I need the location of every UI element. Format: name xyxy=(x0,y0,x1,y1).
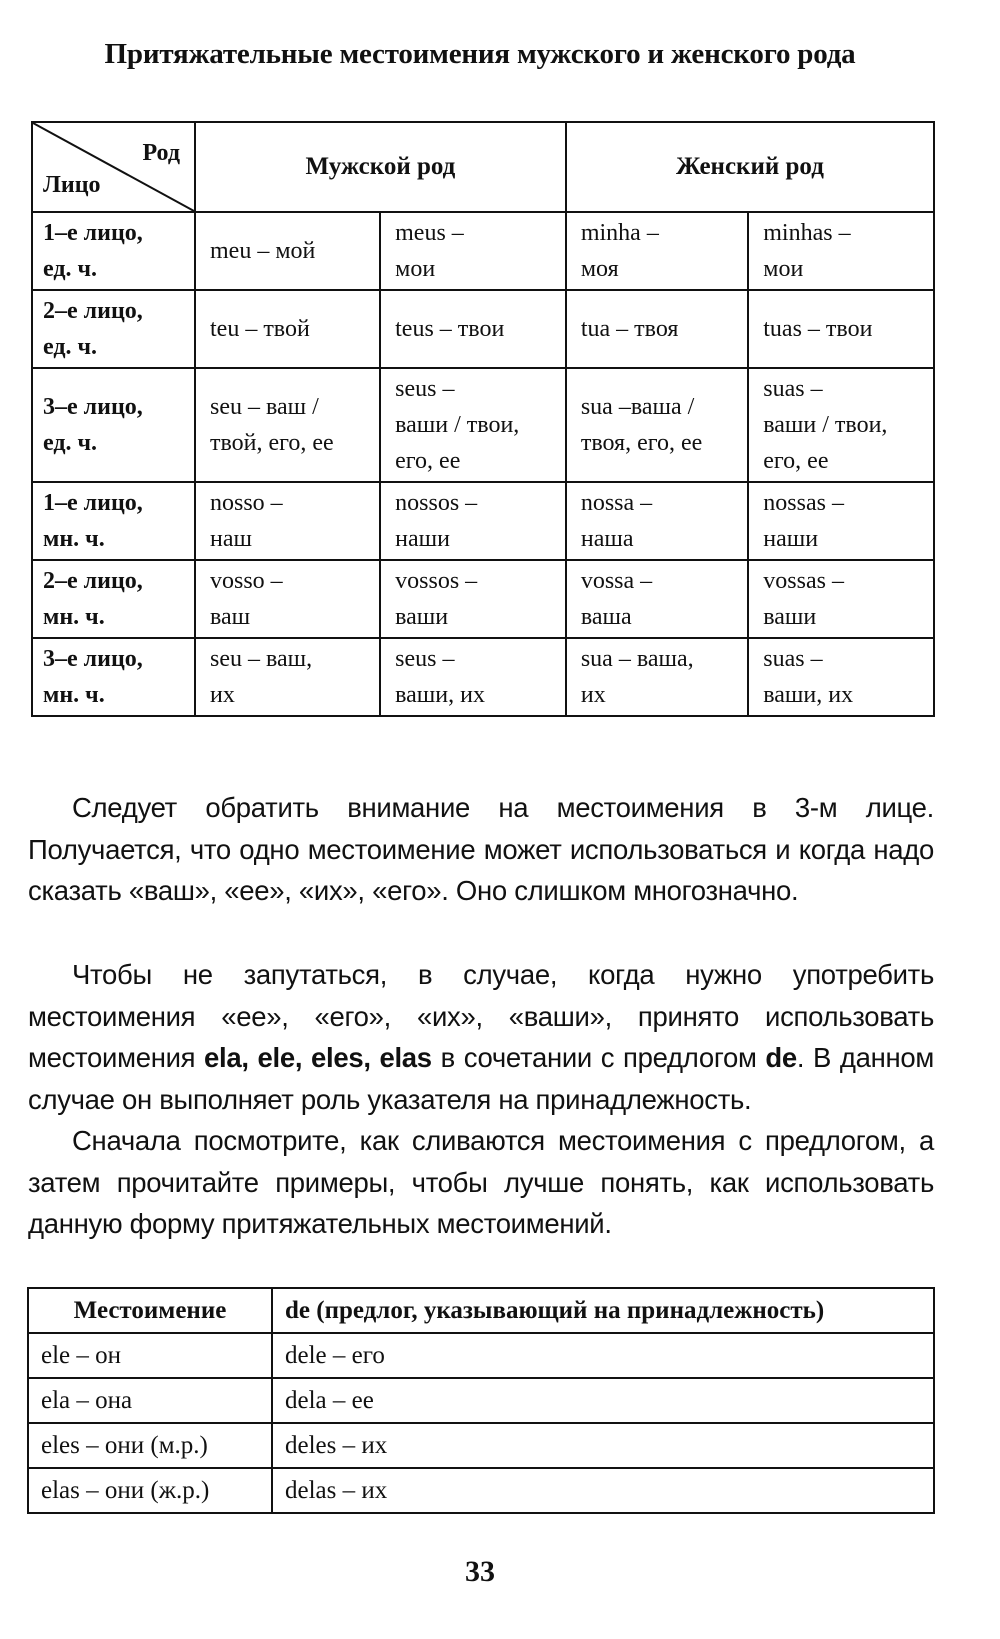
pronoun-line: наши xyxy=(763,526,819,552)
pronoun-cell xyxy=(566,212,748,290)
person-label-line: 3–е лицо, xyxy=(43,394,143,420)
person-label-line: мн. ч. xyxy=(43,604,105,630)
person-label-line: 1–е лицо, xyxy=(43,490,143,516)
pronoun-line: их xyxy=(580,682,606,708)
person-label-line: ед. ч. xyxy=(43,256,98,282)
pronoun-cell xyxy=(748,482,934,560)
table2-row xyxy=(28,1423,934,1468)
pronoun-line: meus – xyxy=(395,220,464,246)
pronoun-cell xyxy=(195,482,380,560)
pronoun-line: моя xyxy=(580,256,619,282)
pronoun-line: minha – xyxy=(580,220,659,246)
preposition-contraction-table xyxy=(27,1287,935,1514)
person-cell xyxy=(32,482,195,560)
pronoun-line: minhas – xyxy=(763,220,851,246)
pronoun-line: твой, его, ее xyxy=(210,430,334,456)
pronoun-line: наши xyxy=(395,526,450,552)
person-cell xyxy=(32,560,195,638)
pronoun-line: мои xyxy=(395,256,436,282)
paragraph-2-preposition: de xyxy=(765,1042,797,1073)
paragraph-2-text-a: Чтобы не запутаться, в случае, когда нужно употребить местоимения «ее», «его», «их», «ваши», принято использовать местоимения xyxy=(28,959,934,1073)
pronoun-cell xyxy=(566,290,748,368)
paragraph-3 xyxy=(28,1120,934,1245)
pronoun-line: sua – ваша, xyxy=(580,646,694,672)
pronoun-cell xyxy=(380,290,566,368)
pronoun-cell xyxy=(380,638,566,716)
pronoun-cell xyxy=(748,212,934,290)
table2-header-de: de (предлог, указывающий на принадлежность) xyxy=(272,1288,934,1333)
person-label-line: ед. ч. xyxy=(43,430,98,456)
pronoun-line: ваши, их xyxy=(763,682,854,708)
person-label-line: 2–е лицо, xyxy=(43,568,143,594)
pronoun-line: teus – твои xyxy=(395,316,505,342)
pronoun-cell xyxy=(380,560,566,638)
pronoun-line: seus – xyxy=(395,646,455,672)
pronoun-line: ваши / твои, xyxy=(395,412,520,438)
person-label-line: 2–е лицо, xyxy=(43,298,143,324)
pronoun-line: vossos – xyxy=(395,568,478,594)
pronoun-line: vossas – xyxy=(763,568,844,594)
pronoun-line: nossas – xyxy=(763,490,844,516)
person-label-line: 1–е лицо, xyxy=(43,220,143,246)
feminine-header: Женский род xyxy=(566,122,934,212)
person-label-line: ед. ч. xyxy=(43,334,98,360)
pronoun-line: vossa – xyxy=(580,568,653,594)
pronoun-cell: eles – они (м.р.) xyxy=(28,1423,272,1468)
pronoun-line: наш xyxy=(210,526,252,552)
pronoun-cell: ele – он xyxy=(28,1333,272,1378)
table-row xyxy=(32,290,934,368)
pronoun-cell xyxy=(195,368,380,482)
pronoun-cell: elas – они (ж.р.) xyxy=(28,1468,272,1513)
table-row xyxy=(32,638,934,716)
person-cell xyxy=(32,212,195,290)
possessive-pronouns-table xyxy=(31,121,935,717)
pronoun-cell xyxy=(566,482,748,560)
pronoun-line: suas – xyxy=(763,376,823,402)
pronoun-line: suas – xyxy=(763,646,823,672)
page-number: 33 xyxy=(465,1555,495,1588)
paragraph-1-text: Следует обратить внимание на местоимения в 3-м лице. Получается, что одно местоимение может использоваться и когда надо сказать «ваш», «ее», «их», «его». Оно слишком многозначно. xyxy=(28,792,934,906)
pronoun-cell xyxy=(380,212,566,290)
paragraph-2-text-e: . В данном случае он выполняет роль указателя на принадлежность. xyxy=(28,1042,934,1115)
pronoun-line: teu – твой xyxy=(210,316,310,342)
paragraph-2-pronouns: ela, ele, eles, elas xyxy=(204,1042,432,1073)
table2-row xyxy=(28,1468,934,1513)
pronoun-line: nosso – xyxy=(210,490,283,516)
pronoun-cell xyxy=(566,368,748,482)
pronoun-cell xyxy=(748,368,934,482)
table-row xyxy=(32,212,934,290)
pronoun-line: ваши xyxy=(395,604,449,630)
pronoun-line: meu – мой xyxy=(210,238,316,264)
paragraph-2 xyxy=(28,954,934,1120)
pronoun-line: tuas – твои xyxy=(763,316,873,342)
pronoun-line: seus – xyxy=(395,376,455,402)
pronoun-cell xyxy=(380,482,566,560)
pronoun-line: его, ее xyxy=(395,448,461,474)
pronoun-line: наша xyxy=(580,526,634,552)
pronoun-line: tua – твоя xyxy=(580,316,679,342)
contraction-cell: dele – его xyxy=(272,1333,934,1378)
pronoun-line: твоя, его, ее xyxy=(580,430,703,456)
person-label-line: мн. ч. xyxy=(43,682,105,708)
pronoun-cell xyxy=(195,212,380,290)
pronoun-line: ваши / твои, xyxy=(763,412,888,438)
paragraph-3-text: Сначала посмотрите, как сливаются местоимения с предлогом, а затем прочитайте примеры, чтобы лучше понять, как использовать данную форму притяжательных местоимений. xyxy=(28,1125,934,1239)
pronoun-cell xyxy=(748,560,934,638)
pronoun-line: ваши, их xyxy=(395,682,485,708)
paragraph-2-text-c: в сочетании с предлогом xyxy=(431,1042,766,1073)
pronoun-cell xyxy=(195,290,380,368)
pronoun-cell xyxy=(380,368,566,482)
person-cell xyxy=(32,638,195,716)
contraction-cell: dela – ее xyxy=(272,1378,934,1423)
table-row xyxy=(32,482,934,560)
pronoun-cell xyxy=(195,638,380,716)
table-row xyxy=(32,560,934,638)
pronoun-line: seu – ваш / xyxy=(210,394,319,420)
person-cell xyxy=(32,290,195,368)
table2-header-pronoun: Местоимение xyxy=(28,1288,272,1333)
table2-header-row xyxy=(28,1288,934,1333)
contraction-cell: delas – их xyxy=(272,1468,934,1513)
pronoun-cell xyxy=(195,560,380,638)
page-title: Притяжательные местоимения мужского и женского рода xyxy=(104,38,856,70)
pronoun-line: мои xyxy=(763,256,804,282)
pronoun-line: vosso – xyxy=(210,568,283,594)
table2-row xyxy=(28,1378,934,1423)
pronoun-line: ваш xyxy=(210,604,251,630)
table2-row xyxy=(28,1333,934,1378)
corner-cell xyxy=(32,122,195,212)
pronoun-line: nossa – xyxy=(580,490,653,516)
table-header-row xyxy=(32,122,934,212)
contraction-cell: deles – их xyxy=(272,1423,934,1468)
pronoun-cell xyxy=(566,638,748,716)
pronoun-line: nossos – xyxy=(395,490,478,516)
person-cell xyxy=(32,368,195,482)
table-row xyxy=(32,368,934,482)
pronoun-line: ваши xyxy=(763,604,817,630)
pronoun-line: seu – ваш, xyxy=(210,646,313,672)
pronoun-cell xyxy=(566,560,748,638)
paragraph-1 xyxy=(28,787,934,912)
person-label-line: мн. ч. xyxy=(43,526,105,552)
pronoun-cell xyxy=(748,290,934,368)
pronoun-cell: ela – она xyxy=(28,1378,272,1423)
pronoun-line: ваша xyxy=(580,604,632,630)
corner-label-person: Лицо xyxy=(43,172,101,198)
corner-label-gender: Род xyxy=(142,140,180,166)
person-label-line: 3–е лицо, xyxy=(43,646,143,672)
masculine-header: Мужской род xyxy=(195,122,566,212)
pronoun-line: их xyxy=(210,682,235,708)
pronoun-line: sua –ваша / xyxy=(580,394,695,420)
pronoun-cell xyxy=(748,638,934,716)
pronoun-line: его, ее xyxy=(763,448,829,474)
